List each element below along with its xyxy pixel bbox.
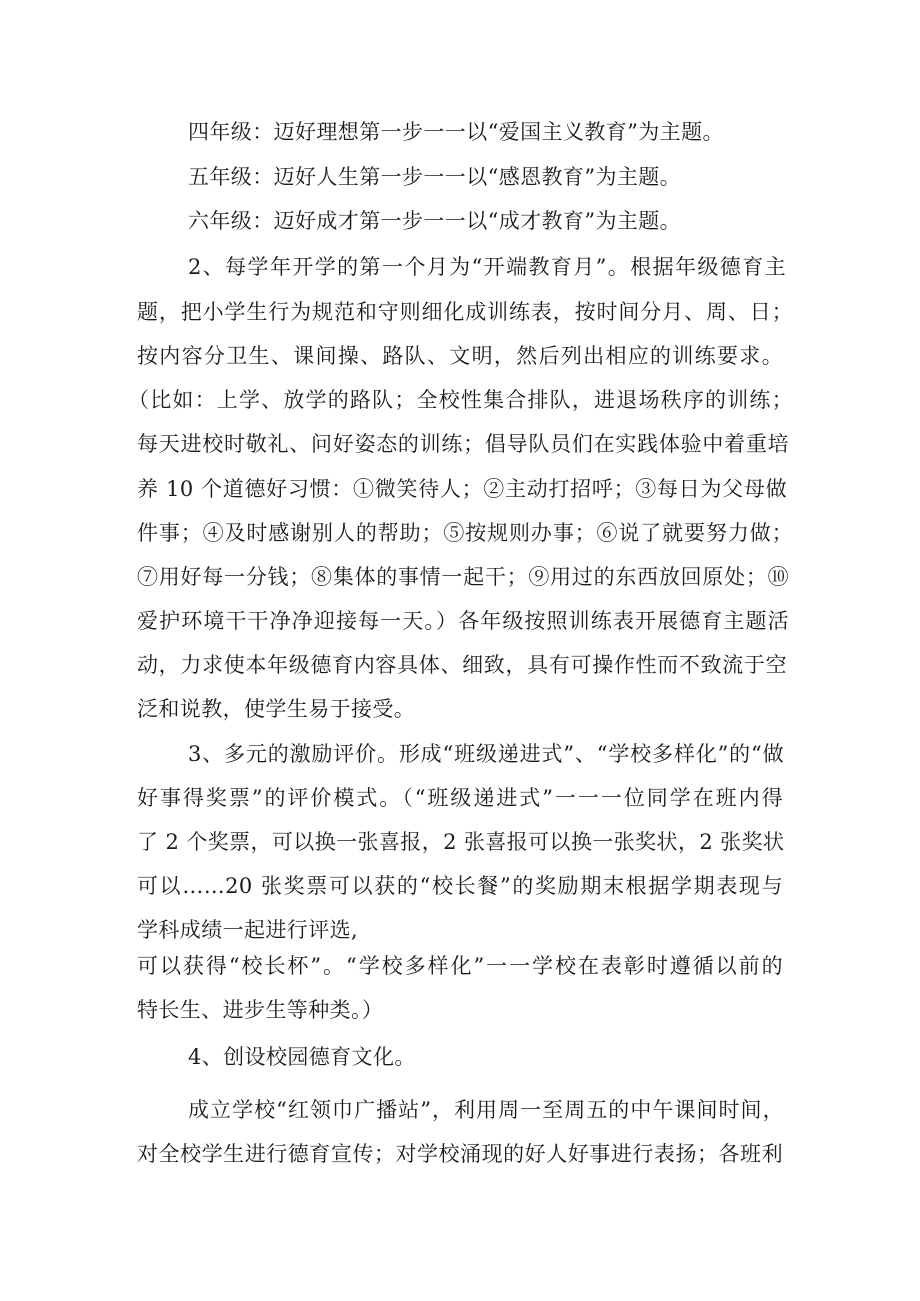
paragraph-line: 可以获得“校长杯”。“学校多样化”一一学校在表彰时遵循以前的 — [137, 954, 783, 978]
paragraph-line: 好事得奖票”的评价模式。（“班级递进式”一一一位同学在班内得 — [137, 786, 783, 810]
paragraph-line: 按内容分卫生、课间操、路队、文明，然后列出相应的训练要求。 — [137, 344, 783, 368]
section-heading: 4、创设校园德育文化。 — [188, 1045, 416, 1069]
grade-four-line: 四年级：迈好理想第一步一一以“爱国主义教育”为主题。 — [188, 120, 724, 144]
paragraph-line: 件事；④及时感谢别人的帮助；⑤按规则办事；⑥说了就要努力做； — [137, 521, 793, 545]
paragraph-line: 特长生、进步生等种类。） — [137, 998, 384, 1022]
paragraph-line: 养 10 个道德好习惯：①微笑待人；②主动打招呼；③每日为父母做 — [137, 477, 787, 501]
paragraph-line: 对全校学生进行德育宣传；对学校涌现的好人好事进行表扬；各班利 — [137, 1142, 783, 1166]
paragraph-line: 可以……20 张奖票可以获的“校长餐”的奖励期末根据学期表现与 — [137, 874, 783, 898]
grade-six-line: 六年级：迈好成才第一步一一以“成才教育”为主题。 — [188, 209, 682, 233]
grade-five-line: 五年级：迈好人生第一步一一以“感恩教育”为主题。 — [188, 165, 682, 189]
paragraph-line: 学科成绩一起进行评选, — [137, 918, 359, 942]
paragraph-line: 每天进校时敬礼、问好姿态的训练；倡导队员们在实践体验中着重培 — [137, 432, 789, 456]
paragraph-line: 2、每学年开学的第一个月为“开端教育月”。根据年级德育主 — [188, 255, 786, 279]
paragraph-line: 了 2 个奖票，可以换一张喜报，2 张喜报可以换一张奖状，2 张奖状 — [137, 830, 785, 854]
paragraph-line: 3、多元的激励评价。形成“班级递进式”、“学校多样化”的“做 — [188, 742, 784, 766]
paragraph-line: 动，力求使本年级德育内容具体、细致，具有可操作性而不致流于空 — [137, 653, 787, 677]
paragraph-line: 成立学校“红领巾广播站”，利用周一至周五的中午课间时间， — [188, 1098, 784, 1122]
paragraph-line: ⑦用好每一分钱；⑧集体的事情一起干；⑨用过的东西放回原处；⑩ — [137, 565, 789, 589]
paragraph-line: 题，把小学生行为规范和守则细化成训练表，按时间分月、周、日； — [137, 300, 793, 324]
paragraph-line: 泛和说教，使学生易于接受。 — [137, 697, 416, 721]
paragraph-line: （比如：上学、放学的路队；全校性集合排队，进退场秩序的训练； — [128, 388, 793, 412]
paragraph-line: 爱护环境干干净净迎接每一天。）各年级按照训练表开展德育主题活 — [137, 609, 789, 633]
